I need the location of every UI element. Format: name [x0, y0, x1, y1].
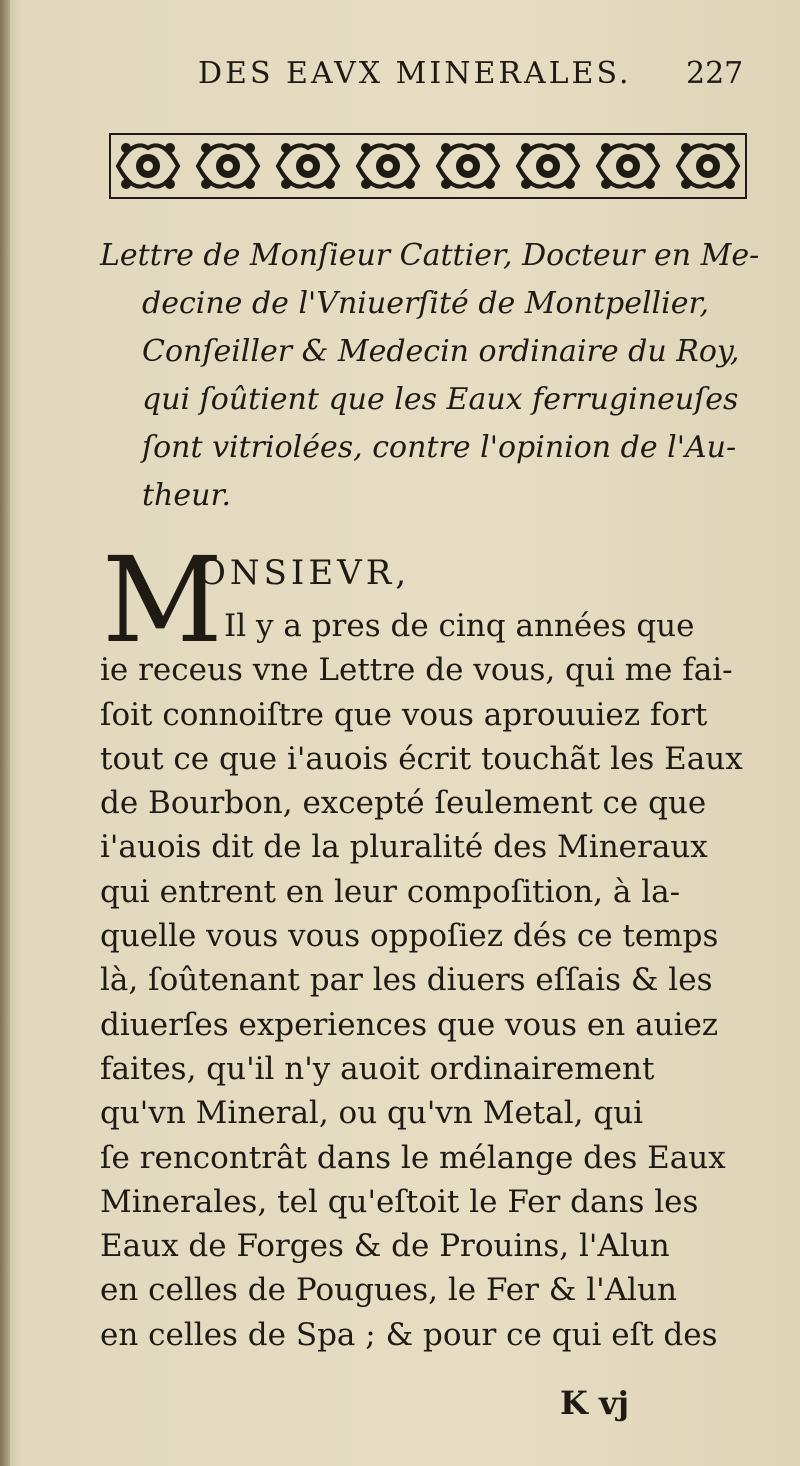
heading-line: Conſeiller & Medecin ordinaire du Roy, [142, 334, 740, 369]
body-line: de Bourbon, excepté ſeulement ce que [100, 785, 707, 822]
heading-line: decine de l'Vniuerſité de Montpellier, [142, 286, 710, 321]
signature-mark: K vj [560, 1384, 630, 1422]
body-line: Il y a pres de cinq années que [224, 608, 695, 644]
page-number: 227 [686, 56, 744, 91]
body-line: ſe rencontrât dans le mélange des Eaux [100, 1139, 726, 1176]
body-line: ſoit connoiſtre que vous aprouuiez fort [100, 696, 708, 733]
running-head: DES EAVX MINERALES. [198, 56, 632, 91]
body-line: en celles de Pougues, le Fer & l'Alun [100, 1272, 677, 1309]
body-line: en celles de Spa ; & pour ce qui eſt des [100, 1316, 718, 1353]
letter-body [100, 604, 760, 1357]
body-line: qu'vn Mineral, ou qu'vn Metal, qui [100, 1095, 644, 1132]
body-line: ie receus vne Lettre de vous, qui me fai- [100, 652, 733, 689]
body-line: Minerales, tel qu'eſtoit le Fer dans les [100, 1183, 699, 1220]
drop-cap: M [102, 531, 223, 669]
body-line: qui entrent en leur compoſition, à la- [100, 873, 681, 910]
heading-line: ſont vitriolées, contre l'opinion de l'Au- [142, 430, 737, 465]
body-line: tout ce que i'auois écrit touchãt les Eaux [100, 740, 743, 777]
heading-line: qui ſoûtient que les Eaux ferrugineuſes [142, 382, 739, 417]
body-line: diuerſes experiences que vous en auiez [100, 1006, 719, 1043]
heading-line: theur. [142, 478, 232, 513]
letter-heading [100, 232, 760, 520]
fleuron-ornament-band-icon [108, 130, 748, 202]
body-line: i'auois dit de la pluralité des Mineraux [100, 829, 708, 866]
body-line: faites, qu'il n'y auoit ordinairement [100, 1050, 655, 1087]
body-line: quelle vous vous oppoſiez dés ce temps [100, 918, 719, 955]
body-line: là, ſoûtenant par les diuers eſſais & les [100, 962, 713, 999]
heading-line: Lettre de Monſieur Cattier, Docteur en Me- [100, 238, 760, 273]
body-line: Eaux de Forges & de Prouins, l'Alun [100, 1228, 670, 1265]
page-gutter [0, 0, 10, 1466]
page-header [0, 52, 800, 102]
salutation: ONSIEVR, [198, 553, 411, 593]
